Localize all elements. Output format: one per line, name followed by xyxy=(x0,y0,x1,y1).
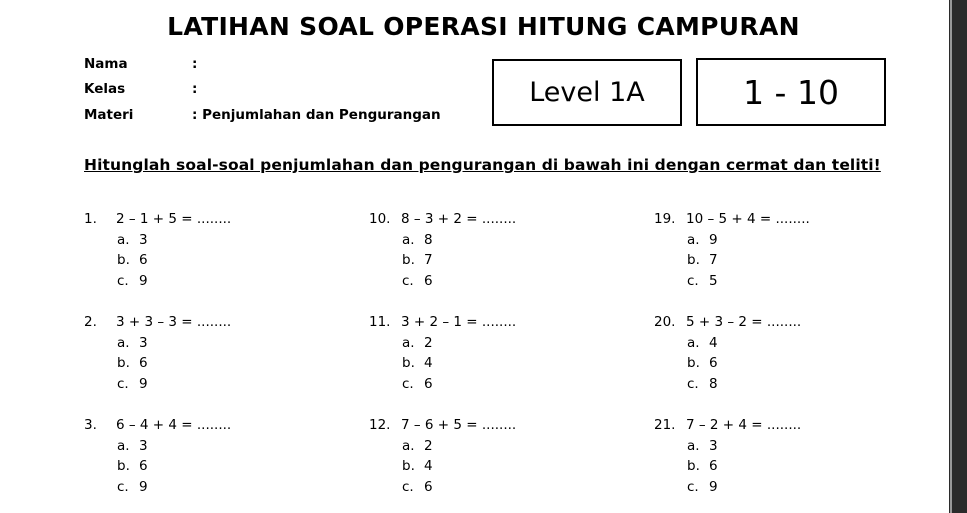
option-letter: c. xyxy=(687,376,699,392)
question-expression: 7 – 6 + 5 = ........ xyxy=(401,417,517,433)
option-letter: b. xyxy=(402,458,415,474)
answer-option xyxy=(117,438,148,454)
answer-option xyxy=(687,273,718,289)
option-letter: c. xyxy=(402,376,414,392)
option-value: 9 xyxy=(709,479,718,495)
answer-option xyxy=(687,479,718,495)
option-value: 3 xyxy=(139,335,148,351)
option-letter: a. xyxy=(402,438,415,454)
option-value: 8 xyxy=(709,376,718,392)
question-number: 3. xyxy=(84,417,97,433)
nama-label: Nama xyxy=(84,56,128,72)
option-value: 9 xyxy=(709,232,718,248)
option-letter: c. xyxy=(117,273,129,289)
option-value: 6 xyxy=(709,355,718,371)
question-number: 11. xyxy=(369,314,391,330)
option-letter: a. xyxy=(117,438,130,454)
question-expression: 3 + 3 – 3 = ........ xyxy=(116,314,232,330)
option-value: 4 xyxy=(424,355,433,371)
option-letter: a. xyxy=(687,335,700,351)
answer-option xyxy=(117,376,148,392)
answer-option xyxy=(402,376,433,392)
answer-option xyxy=(402,438,433,454)
option-letter: b. xyxy=(117,252,130,268)
option-value: 6 xyxy=(424,376,433,392)
option-value: 6 xyxy=(424,479,433,495)
option-value: 6 xyxy=(139,252,148,268)
option-value: 7 xyxy=(709,252,718,268)
answer-option xyxy=(687,252,718,268)
option-letter: b. xyxy=(117,458,130,474)
question-number: 2. xyxy=(84,314,97,330)
answer-option xyxy=(402,458,433,474)
range-box: 1 - 10 xyxy=(696,58,886,126)
option-letter: c. xyxy=(687,273,699,289)
answer-option xyxy=(687,458,718,474)
answer-option xyxy=(687,438,718,454)
answer-option xyxy=(117,252,148,268)
answer-option xyxy=(117,335,148,351)
option-letter: a. xyxy=(687,232,700,248)
option-value: 3 xyxy=(709,438,718,454)
option-letter: b. xyxy=(402,355,415,371)
question-expression: 3 + 2 – 1 = ........ xyxy=(401,314,517,330)
question-expression: 7 – 2 + 4 = ........ xyxy=(686,417,802,433)
option-value: 9 xyxy=(139,479,148,495)
option-value: 6 xyxy=(709,458,718,474)
question-expression: 2 – 1 + 5 = ........ xyxy=(116,211,232,227)
answer-option xyxy=(402,273,433,289)
option-letter: c. xyxy=(687,479,699,495)
answer-option xyxy=(402,479,433,495)
option-letter: a. xyxy=(687,438,700,454)
option-value: 6 xyxy=(424,273,433,289)
option-letter: c. xyxy=(117,376,129,392)
answer-option xyxy=(402,355,433,371)
option-letter: a. xyxy=(402,232,415,248)
answer-option xyxy=(117,232,148,248)
materi-label: Materi xyxy=(84,107,134,123)
option-letter: a. xyxy=(117,335,130,351)
materi-value: : Penjumlahan dan Pengurangan xyxy=(192,107,441,123)
question-expression: 5 + 3 – 2 = ........ xyxy=(686,314,802,330)
option-value: 6 xyxy=(139,355,148,371)
option-value: 9 xyxy=(139,273,148,289)
option-letter: c. xyxy=(402,273,414,289)
answer-option xyxy=(687,376,718,392)
option-value: 8 xyxy=(424,232,433,248)
option-letter: c. xyxy=(402,479,414,495)
option-value: 3 xyxy=(139,438,148,454)
option-letter: a. xyxy=(402,335,415,351)
option-letter: c. xyxy=(117,479,129,495)
answer-option xyxy=(117,273,148,289)
question-expression: 8 – 3 + 2 = ........ xyxy=(401,211,517,227)
option-letter: a. xyxy=(117,232,130,248)
question-number: 10. xyxy=(369,211,391,227)
question-expression: 6 – 4 + 4 = ........ xyxy=(116,417,232,433)
question-number: 19. xyxy=(654,211,676,227)
question-number: 20. xyxy=(654,314,676,330)
question-number: 1. xyxy=(84,211,97,227)
option-value: 5 xyxy=(709,273,718,289)
option-value: 4 xyxy=(709,335,718,351)
option-value: 2 xyxy=(424,335,433,351)
nama-value: : xyxy=(192,56,198,72)
option-value: 4 xyxy=(424,458,433,474)
option-letter: b. xyxy=(687,252,700,268)
option-value: 7 xyxy=(424,252,433,268)
option-letter: b. xyxy=(117,355,130,371)
option-value: 9 xyxy=(139,376,148,392)
answer-option xyxy=(117,458,148,474)
answer-option xyxy=(687,335,718,351)
level-box: Level 1A xyxy=(492,59,682,126)
scrollbar[interactable] xyxy=(949,0,967,513)
option-value: 2 xyxy=(424,438,433,454)
option-letter: b. xyxy=(687,355,700,371)
option-value: 3 xyxy=(139,232,148,248)
answer-option xyxy=(402,232,433,248)
option-letter: b. xyxy=(402,252,415,268)
answer-option xyxy=(402,335,433,351)
question-expression: 10 – 5 + 4 = ........ xyxy=(686,211,810,227)
kelas-value: : xyxy=(192,81,198,97)
question-number: 21. xyxy=(654,417,676,433)
answer-option xyxy=(402,252,433,268)
question-number: 12. xyxy=(369,417,391,433)
worksheet-title: LATIHAN SOAL OPERASI HITUNG CAMPURAN xyxy=(167,12,800,41)
answer-option xyxy=(117,355,148,371)
option-letter: b. xyxy=(687,458,700,474)
answer-option xyxy=(687,232,718,248)
answer-option xyxy=(117,479,148,495)
scrollbar-divider xyxy=(950,0,952,513)
option-value: 6 xyxy=(139,458,148,474)
answer-option xyxy=(687,355,718,371)
instruction-text: Hitunglah soal-soal penjumlahan dan pengurangan di bawah ini dengan cermat dan teliti! xyxy=(84,156,881,174)
kelas-label: Kelas xyxy=(84,81,126,97)
